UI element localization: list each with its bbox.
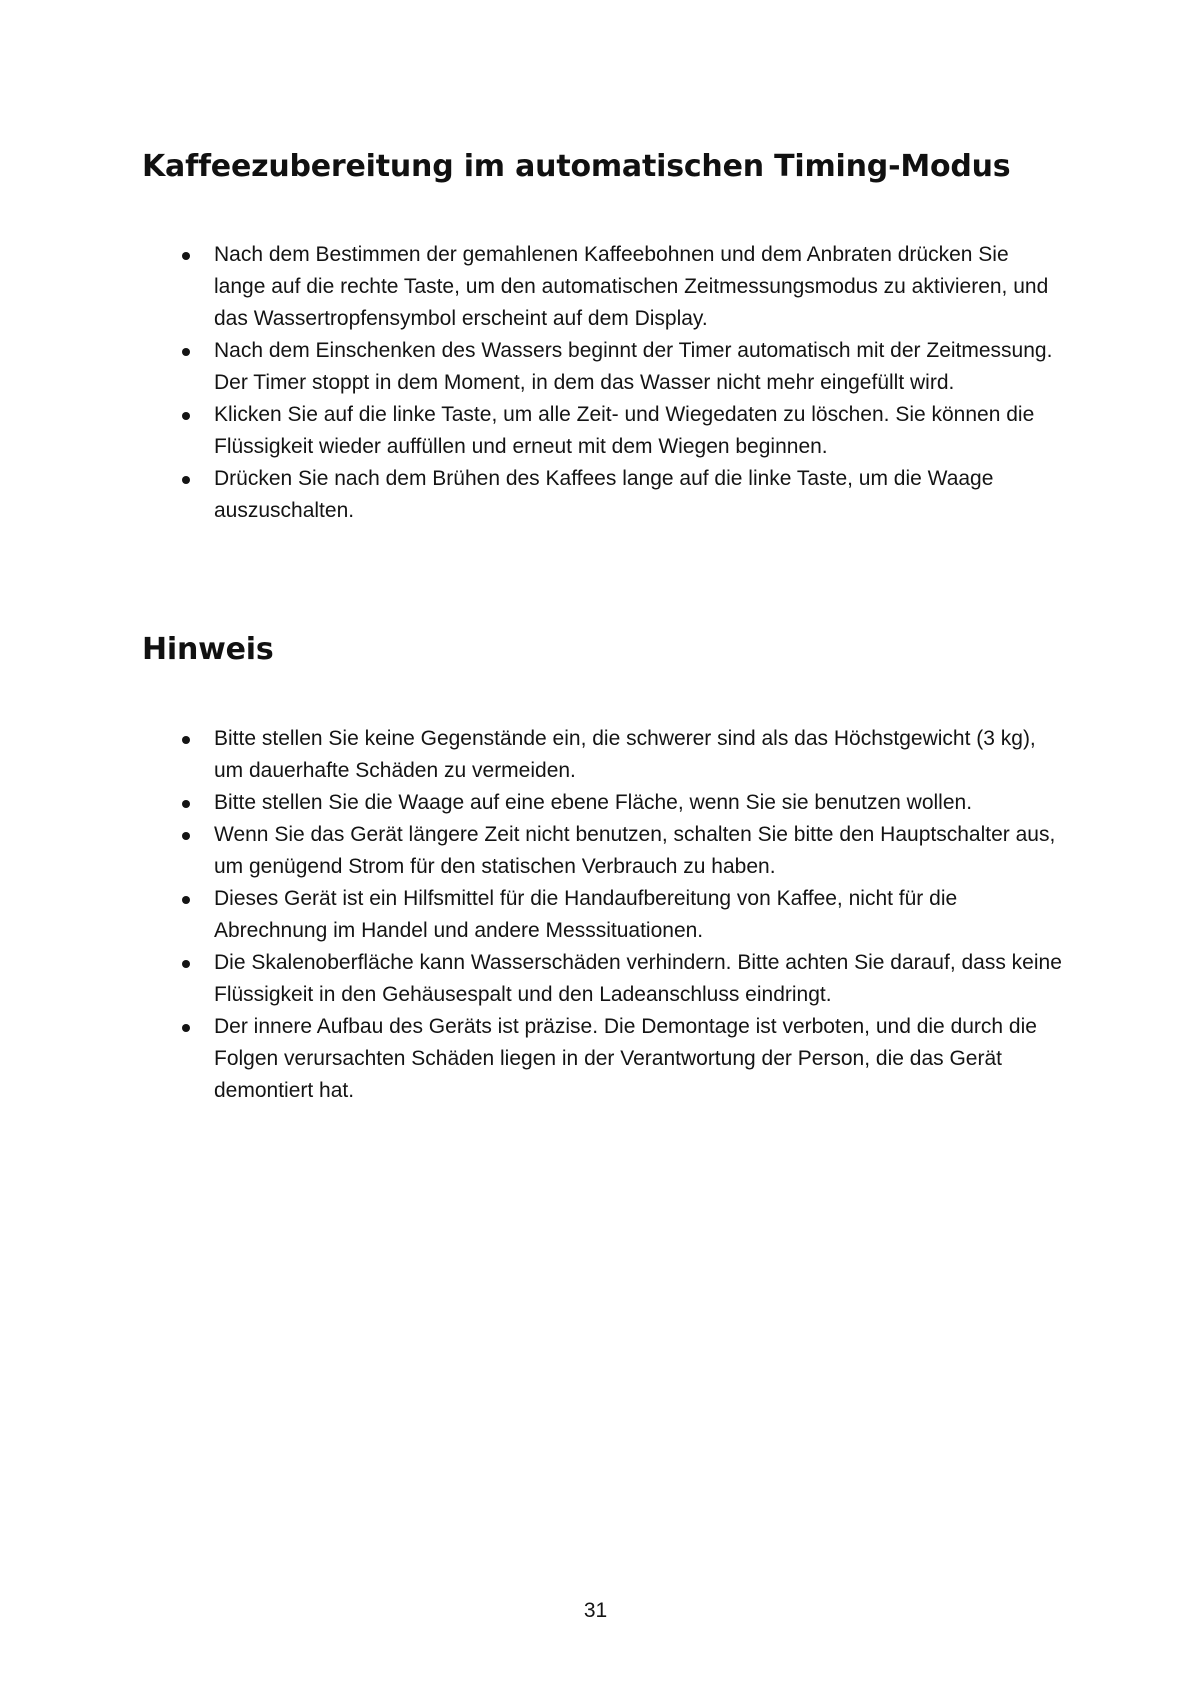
list-item-text: Nach dem Einschenken des Wassers beginnt der Timer automatisch mit der Zeitmessung. Der Timer stoppt in dem Moment, in dem das Wasser nicht mehr eingefüllt wird.: [214, 339, 1053, 394]
list-item-text: Die Skalenoberfläche kann Wasserschäden verhindern. Bitte achten Sie darauf, dass keine Flüssigkeit in den Gehäusespalt und den Ladeanschluss eindringt.: [214, 951, 1062, 1006]
list-item: [214, 787, 1064, 819]
list-item-text: Dieses Gerät ist ein Hilfsmittel für die Handaufbereitung von Kaffee, nicht für die Abrechnung im Handel und andere Messsituationen.: [214, 887, 958, 942]
section-title-hinweis: Hinweis: [142, 632, 274, 667]
list-item-text: Der innere Aufbau des Geräts ist präzise. Die Demontage ist verboten, und die durch die Folgen verursachten Schäden liegen in der Verantwortung der Person, die das Gerät demontiert hat.: [214, 1015, 1037, 1102]
bullet-icon: [182, 736, 190, 744]
bullet-icon: [182, 1024, 190, 1032]
list-item-text: Wenn Sie das Gerät längere Zeit nicht benutzen, schalten Sie bitte den Hauptschalter aus, um genügend Strom für den statischen Verbrauch zu haben.: [214, 823, 1056, 878]
list-item: [214, 399, 1064, 463]
list-item: [214, 1011, 1064, 1107]
bullet-icon: [182, 800, 190, 808]
bullet-icon: [182, 960, 190, 968]
list-item: [214, 723, 1064, 787]
list-item: [214, 883, 1064, 947]
bullet-icon: [182, 896, 190, 904]
list-item: [214, 239, 1064, 335]
page-number: 31: [583, 1599, 608, 1622]
hinweis-list: [214, 723, 1064, 1107]
list-item: [214, 335, 1064, 399]
bullet-icon: [182, 252, 190, 260]
list-item-text: Bitte stellen Sie die Waage auf eine ebene Fläche, wenn Sie sie benutzen wollen.: [214, 791, 973, 814]
list-item: [214, 947, 1064, 1011]
list-item: [214, 819, 1064, 883]
timing-mode-list: [214, 239, 1064, 527]
section-title-timing-mode: Kaffeezubereitung im automatischen Timing-Modus: [142, 149, 1011, 184]
list-item-text: Nach dem Bestimmen der gemahlenen Kaffeebohnen und dem Anbraten drücken Sie lange auf die rechte Taste, um den automatischen Zeitmessungsmodus zu aktivieren, und das Wassertropfensymbol erscheint auf dem Display.: [214, 243, 1049, 330]
bullet-icon: [182, 348, 190, 356]
list-item: [214, 463, 1064, 527]
bullet-icon: [182, 412, 190, 420]
bullet-icon: [182, 476, 190, 484]
list-item-text: Klicken Sie auf die linke Taste, um alle Zeit- und Wiegedaten zu löschen. Sie können die Flüssigkeit wieder auffüllen und erneut mit dem Wiegen beginnen.: [214, 403, 1035, 458]
list-item-text: Drücken Sie nach dem Brühen des Kaffees lange auf die linke Taste, um die Waage auszuschalten.: [214, 467, 994, 522]
list-item-text: Bitte stellen Sie keine Gegenstände ein, die schwerer sind als das Höchstgewicht (3 kg), um dauerhafte Schäden zu vermeiden.: [214, 727, 1036, 782]
bullet-icon: [182, 832, 190, 840]
